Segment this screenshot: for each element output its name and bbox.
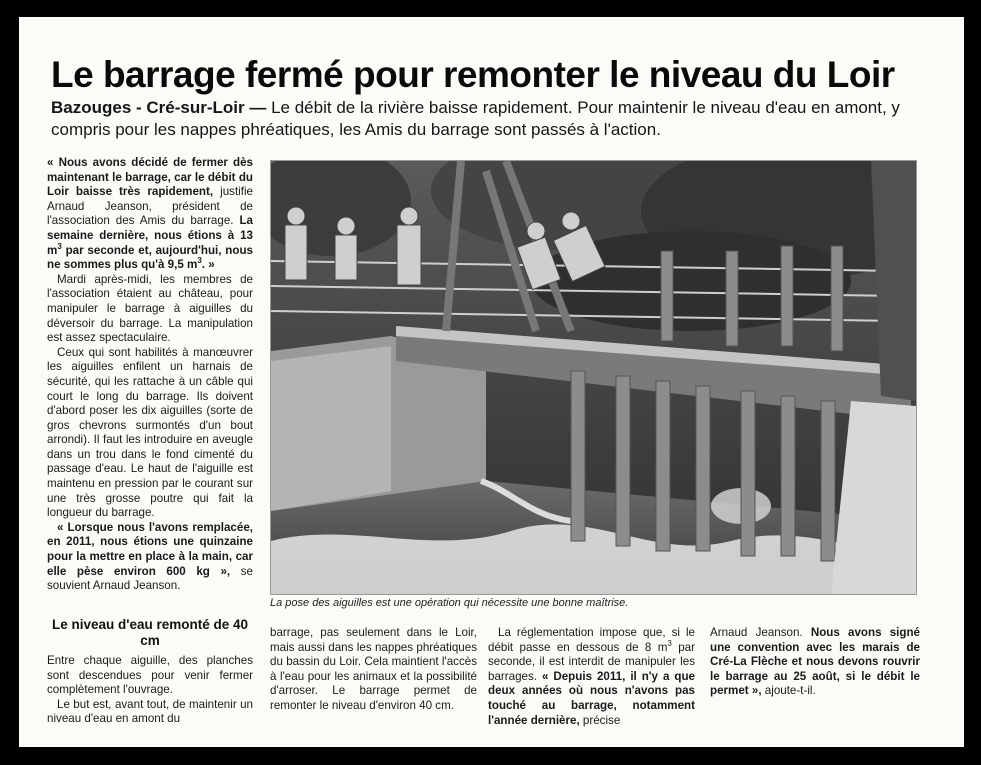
photo-caption: La pose des aiguilles est une opération qui nécessite une bonne maîtrise. (270, 597, 629, 609)
article-column-4 (710, 626, 920, 699)
paragraph: La réglementation impose que, si le débit passe en dessous de 8 $m^3$ par seconde, il est interdit de manipuler les barrages. « Depuis 2011, il n'y a que deux années où nous n'avons pas touché au barrage, notamment l'année dernière, précise (488, 626, 695, 727)
lead-text: Le débit de la rivière baisse rapidement. Pour maintenir le niveau d'eau en amont, y compris pour les nappes phréatiques, les Amis du barrage sont passés à l'action. (51, 98, 900, 139)
article-headline: Le barrage fermé pour remonter le niveau du Loir (51, 54, 895, 95)
paragraph: « Lorsque nous l'avons remplacée, en 2011, nous étions une quinzaine pour la mettre en place à la main, car elle pèse environ 600 kg », se souvient Arnaud Jeanson. (47, 520, 253, 593)
paragraph: Ceux qui sont habilités à manœuvrer les aiguilles enfilent un harnais de sécurité, qui les rattache à un câble qui court le long du barrage. Ils doivent d'abord poser les dix aiguilles (sorte de gros chevrons surmontés d'un bout arrondi). Il faut les introduire en aveugle dans un trou dans le fond cimenté du passage d'eau. Le haut de l'aiguille est maintenu en pression par le courant sur une très grosse poutre qui fait la longueur du barrage. (47, 345, 253, 520)
paragraph: Le but est, avant tout, de maintenir un niveau d'eau en amont du (47, 697, 253, 726)
paragraph: « Nous avons décidé de fermer dès maintenant le barrage, car le débit du Loir baisse très rapidement, justifie Arnaud Jeanson, président de l'association des Amis du barrage. La semaine dernière, nous étions à 13 $m^3$ par seconde et, aujourd'hui, nous ne sommes plus qu'à 9,5 $m^3$. » (47, 156, 253, 272)
article-column-3 (488, 626, 695, 728)
paragraph: Mardi après-midi, les membres de l'association étaient au château, pour manipuler le barrage à aiguilles du déversoir du barrage. La manipulation est assez spectaculaire. (47, 272, 253, 345)
paragraph: barrage, pas seulement dans le Loir, mais aussi dans les nappes phréatiques du bassin du Loir. Cela maintient l'accès à l'eau pour les animaux et la possibilité d'arroser. Le barrage permet de remonter le niveau d'environ 40 cm. (270, 626, 477, 712)
article-lead (51, 97, 931, 141)
subheading: Le niveau d'eau remonté de 40 cm (51, 617, 249, 648)
article-column-2 (270, 626, 477, 714)
article-column-1 (47, 156, 253, 594)
newspaper-page (19, 17, 964, 747)
dateline: Bazouges - Cré-sur-Loir — (51, 98, 267, 117)
dam-photo (270, 160, 917, 595)
paragraph: Entre chaque aiguille, des planches sont descendues pour venir fermer complètement l'ouvrage. (47, 654, 253, 697)
paragraph: Arnaud Jeanson. Nous avons signé une convention avec les marais de Cré-La Flèche et nous devons rouvrir le barrage au 25 août, si le débit le permet », ajoute-t-il. (710, 626, 920, 698)
article-column-1-bottom (47, 654, 253, 727)
